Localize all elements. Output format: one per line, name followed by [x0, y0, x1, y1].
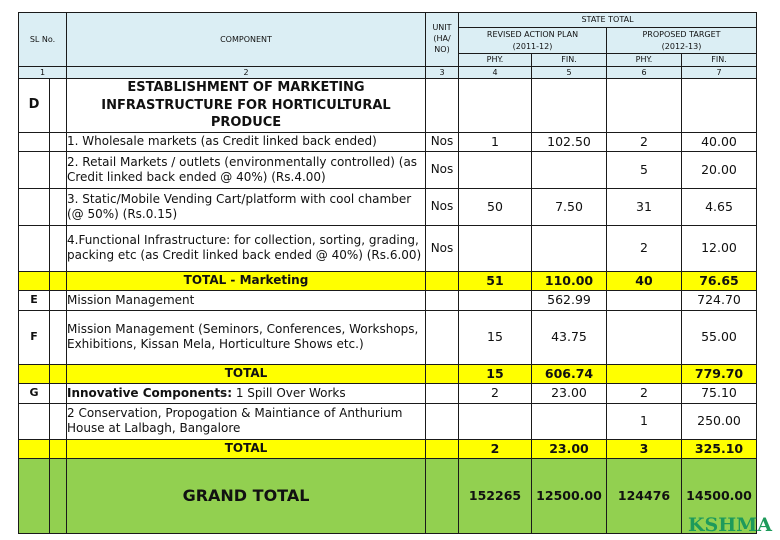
table-row — [19, 225, 757, 271]
rap-phy-cell: 51 — [459, 271, 532, 290]
blank-cell — [459, 79, 532, 133]
rap-fin-cell: 12500.00 — [532, 458, 607, 533]
component-cell: 4.Functional Infrastructure: for collection, sorting, grading, packing etc (as Credit linked back ended @ 40%) (Rs.6.00) — [67, 225, 426, 271]
component-cell: Mission Management (Seminors, Conferences, Workshops, Exhibitions, Kissan Mela, Horticulture Shows etc.) — [67, 310, 426, 364]
grand-total-label: GRAND TOTAL — [67, 458, 426, 533]
total-label: TOTAL — [67, 364, 426, 383]
blank-cell — [19, 364, 50, 383]
blank-cell — [50, 188, 67, 225]
section-code: E — [19, 290, 50, 310]
blank-cell — [426, 458, 459, 533]
pt-fin-cell: 76.65 — [682, 271, 757, 290]
pt-phy-cell: 2 — [607, 132, 682, 151]
col-number-5: 5 — [532, 67, 607, 79]
blank-cell — [19, 458, 50, 533]
header-unit: UNIT (HA/ NO) — [426, 13, 459, 67]
component-cell: Mission Management — [67, 290, 426, 310]
blank-cell — [50, 403, 67, 439]
total-row — [19, 439, 757, 458]
rap-phy-cell: 15 — [459, 364, 532, 383]
rap-fin-cell: 110.00 — [532, 271, 607, 290]
blank-cell — [19, 188, 50, 225]
pt-phy-cell — [607, 290, 682, 310]
blank-cell — [426, 271, 459, 290]
blank-cell — [19, 151, 50, 188]
table-row — [19, 310, 757, 364]
pt-phy-cell — [607, 364, 682, 383]
component-cell: 1. Wholesale markets (as Credit linked back ended) — [67, 132, 426, 151]
table-row — [19, 383, 757, 403]
unit-cell: Nos — [426, 188, 459, 225]
header-proposed-target: PROPOSED TARGET (2012-13) — [607, 28, 757, 54]
pt-phy-cell: 31 — [607, 188, 682, 225]
section-code: F — [19, 310, 50, 364]
rap-fin-cell — [532, 151, 607, 188]
total-row — [19, 364, 757, 383]
header-rap-phy: PHY. — [459, 54, 532, 67]
table-row — [19, 188, 757, 225]
pt-fin-cell: 14500.00 — [682, 458, 757, 533]
pt-fin-cell: 724.70 — [682, 290, 757, 310]
unit-cell: Nos — [426, 132, 459, 151]
col-number-2: 2 — [67, 67, 426, 79]
pt-fin-cell: 55.00 — [682, 310, 757, 364]
blank-cell — [682, 79, 757, 133]
pt-fin-cell: 4.65 — [682, 188, 757, 225]
pt-phy-cell — [607, 310, 682, 364]
rap-phy-cell — [459, 403, 532, 439]
component-cell: 2 Conservation, Propogation & Maintiance of Anthurium House at Lalbagh, Bangalore — [67, 403, 426, 439]
blank-cell — [426, 79, 459, 133]
table-row — [19, 132, 757, 151]
component-text: 1 Spill Over Works — [232, 385, 346, 400]
rap-fin-cell: 23.00 — [532, 383, 607, 403]
section-title: ESTABLISHMENT OF MARKETING INFRASTRUCTURE FOR HORTICULTURAL PRODUCE — [67, 79, 426, 133]
pt-fin-cell: 40.00 — [682, 132, 757, 151]
blank-cell — [50, 271, 67, 290]
rap-fin-cell: 102.50 — [532, 132, 607, 151]
rap-fin-cell — [532, 225, 607, 271]
pt-fin-cell: 779.70 — [682, 364, 757, 383]
pt-fin-cell: 325.10 — [682, 439, 757, 458]
rap-phy-cell: 50 — [459, 188, 532, 225]
header-pt-fin: FIN. — [682, 54, 757, 67]
blank-cell — [426, 383, 459, 403]
rap-phy-cell: 1 — [459, 132, 532, 151]
col-number-1: 1 — [19, 67, 67, 79]
blank-cell — [426, 403, 459, 439]
blank-cell — [50, 364, 67, 383]
rap-fin-cell — [532, 403, 607, 439]
blank-cell — [50, 132, 67, 151]
pt-fin-cell: 20.00 — [682, 151, 757, 188]
pt-phy-cell: 124476 — [607, 458, 682, 533]
component-cell — [67, 383, 426, 403]
blank-cell — [532, 79, 607, 133]
rap-fin-cell: 23.00 — [532, 439, 607, 458]
pt-phy-cell: 3 — [607, 439, 682, 458]
header-pt-phy: PHY. — [607, 54, 682, 67]
col-number-3: 3 — [426, 67, 459, 79]
unit-cell: Nos — [426, 225, 459, 271]
total-row — [19, 271, 757, 290]
pt-phy-cell: 5 — [607, 151, 682, 188]
blank-cell — [50, 79, 67, 133]
pt-phy-cell: 2 — [607, 225, 682, 271]
rap-phy-cell: 2 — [459, 439, 532, 458]
blank-cell — [50, 151, 67, 188]
pt-phy-cell: 2 — [607, 383, 682, 403]
table-row — [19, 403, 757, 439]
rap-phy-cell — [459, 151, 532, 188]
section-code: D — [19, 79, 50, 133]
rap-fin-cell: 606.74 — [532, 364, 607, 383]
budget-table — [18, 12, 757, 534]
rap-phy-cell — [459, 225, 532, 271]
blank-cell — [426, 310, 459, 364]
blank-cell — [50, 310, 67, 364]
component-cell: 2. Retail Markets / outlets (environmentally controlled) (as Credit linked back ended @ 40%) (Rs.4.00) — [67, 151, 426, 188]
blank-cell — [426, 290, 459, 310]
header-revised-action-plan: REVISED ACTION PLAN (2011-12) — [459, 28, 607, 54]
header-rap-fin: FIN. — [532, 54, 607, 67]
rap-fin-cell: 562.99 — [532, 290, 607, 310]
col-number-6: 6 — [607, 67, 682, 79]
blank-cell — [50, 225, 67, 271]
total-label: TOTAL — [67, 439, 426, 458]
header-state-total: STATE TOTAL — [459, 13, 757, 28]
blank-cell — [607, 79, 682, 133]
blank-cell — [19, 403, 50, 439]
rap-phy-cell — [459, 290, 532, 310]
header-component: COMPONENT — [67, 13, 426, 67]
pt-fin-cell: 75.10 — [682, 383, 757, 403]
unit-cell: Nos — [426, 151, 459, 188]
col-number-7: 7 — [682, 67, 757, 79]
section-code: G — [19, 383, 50, 403]
pt-phy-cell: 1 — [607, 403, 682, 439]
pt-fin-cell: 250.00 — [682, 403, 757, 439]
blank-cell — [50, 290, 67, 310]
blank-cell — [19, 132, 50, 151]
header-sl-no: SL No. — [19, 13, 67, 67]
blank-cell — [19, 271, 50, 290]
col-number-4: 4 — [459, 67, 532, 79]
table-row — [19, 290, 757, 310]
kshma-watermark: KSHMA — [688, 514, 772, 536]
rap-phy-cell: 2 — [459, 383, 532, 403]
blank-cell — [50, 383, 67, 403]
blank-cell — [19, 225, 50, 271]
rap-fin-cell: 43.75 — [532, 310, 607, 364]
grand-total-row — [19, 458, 757, 533]
component-bold-label: Innovative Components: — [67, 385, 232, 400]
table-row — [19, 151, 757, 188]
pt-fin-cell: 12.00 — [682, 225, 757, 271]
blank-cell — [50, 458, 67, 533]
blank-cell — [426, 439, 459, 458]
rap-fin-cell: 7.50 — [532, 188, 607, 225]
rap-phy-cell: 15 — [459, 310, 532, 364]
blank-cell — [50, 439, 67, 458]
rap-phy-cell: 152265 — [459, 458, 532, 533]
blank-cell — [426, 364, 459, 383]
blank-cell — [19, 439, 50, 458]
component-cell: 3. Static/Mobile Vending Cart/platform with cool chamber (@ 50%) (Rs.0.15) — [67, 188, 426, 225]
pt-phy-cell: 40 — [607, 271, 682, 290]
total-label: TOTAL - Marketing — [67, 271, 426, 290]
